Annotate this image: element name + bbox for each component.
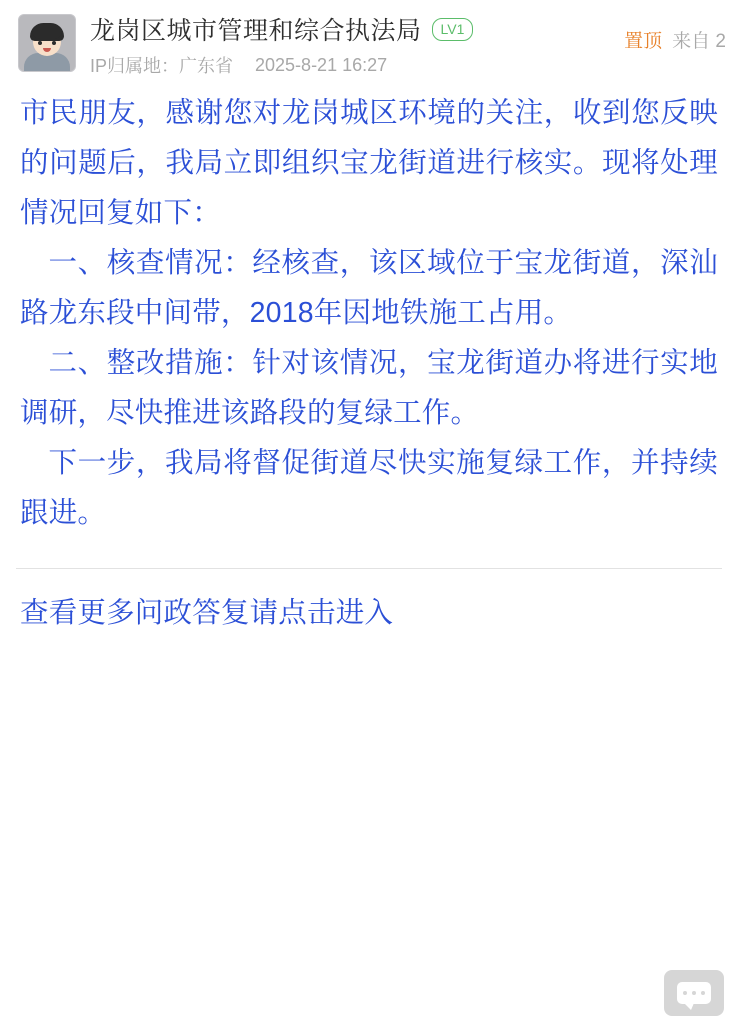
ip-location: 广东省 [179,56,234,76]
post-paragraph-3: 二、整改措施：针对该情况，宝龙街道办将进行实地调研，尽快推进该路段的复绿工作。 [20,347,718,429]
post-source[interactable]: 来自 2 [672,31,726,52]
post-paragraph-4: 下一步，我局将督促街道尽快实施复绿工作，并持续跟进。 [20,447,718,529]
avatar[interactable] [18,14,76,72]
post-meta-row [90,52,722,78]
comment-button[interactable] [664,970,724,1016]
pinned-badge: 置顶 [624,31,663,52]
post-header [0,0,738,84]
comment-bubble-icon [677,982,711,1004]
header-right-block [624,26,726,53]
post-paragraph-1: 市民朋友，感谢您对龙岗城区环境的关注，收到您反映的问题后，我局立即组织宝龙街道进行核实。现将处理情况回复如下： [20,97,718,229]
comment-dot-1 [683,991,687,995]
comment-dot-2 [692,991,696,995]
comment-dot-3 [701,991,705,995]
account-name[interactable]: 龙岗区城市管理和综合执法局 [90,17,422,45]
more-replies-link[interactable]: 查看更多问政答复请点击进入 [20,597,394,629]
avatar-fringe-shape [32,31,62,39]
avatar-eye-left [38,41,42,45]
post-content [0,84,738,538]
post-paragraph-2: 一、核查情况：经核查，该区域位于宝龙街道，深汕路龙东段中间带，2018年因地铁施工占用。 [20,247,718,329]
ip-label: IP归属地： [90,56,180,76]
avatar-eye-right [52,41,56,45]
post-timestamp: 2025-8-21 16:27 [255,54,388,75]
level-badge: LV1 [432,18,474,41]
